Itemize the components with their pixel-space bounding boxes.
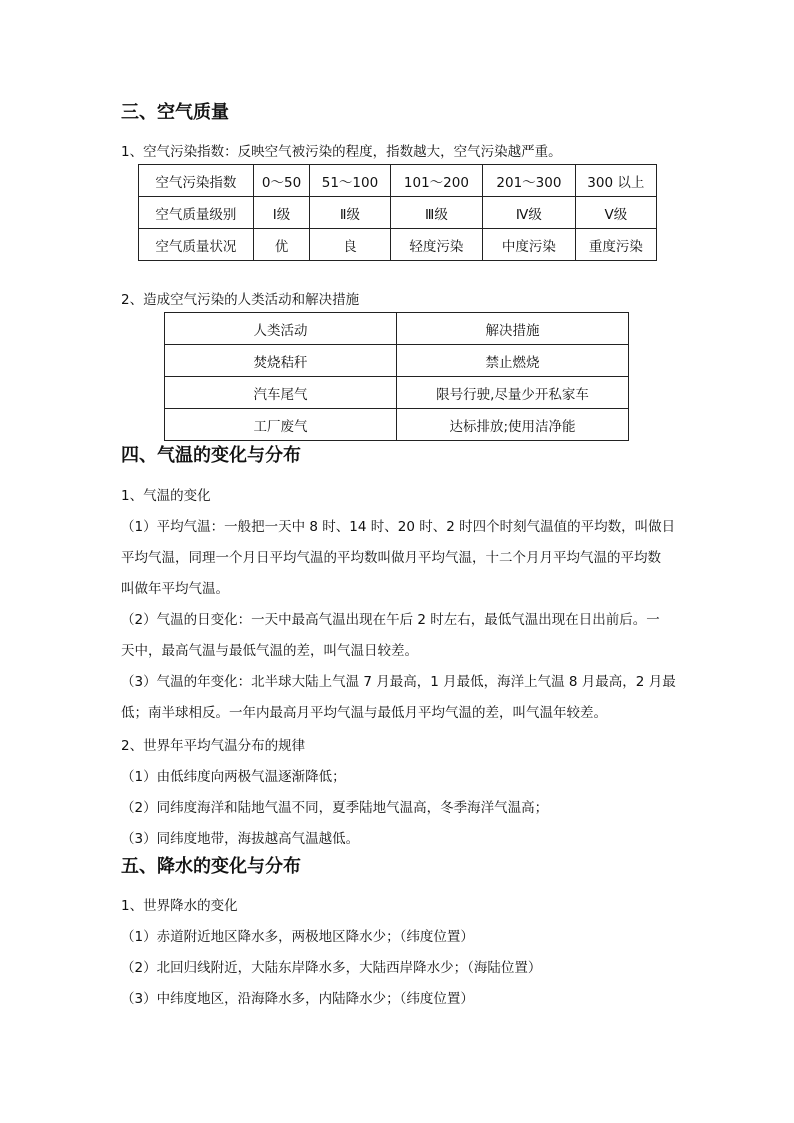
table-cell: 空气污染指数 — [139, 165, 254, 197]
text-line: 2、世界年平均气温分布的规律 — [121, 738, 306, 754]
table-cell: 201～300 — [483, 165, 575, 197]
pollution-measures-table — [164, 312, 629, 441]
text-line: （3）中纬度地区，沿海降水多，内陆降水少；（纬度位置） — [121, 991, 474, 1007]
table-cell: 解决措施 — [397, 313, 629, 345]
text-line: （1）由低纬度向两极气温逐渐降低； — [121, 769, 346, 785]
table-cell: Ⅳ级 — [483, 197, 575, 229]
table-row — [165, 345, 629, 377]
text-line: （3）气温的年变化：北半球大陆上气温 7 月最高，1 月最低，海洋上气温 8 月最高，2 月最 — [121, 674, 676, 690]
table-cell: 人类活动 — [165, 313, 397, 345]
paragraph-pollution-index: 1、空气污染指数：反映空气被污染的程度，指数越大，空气污染越严重。 — [121, 144, 562, 160]
table-row — [165, 313, 629, 345]
section-heading-temperature: 四、气温的变化与分布 — [121, 445, 301, 466]
table-cell: 0～50 — [253, 165, 309, 197]
table-row — [165, 409, 629, 441]
table-cell: 中度污染 — [483, 229, 575, 261]
table-row — [139, 165, 657, 197]
table-row — [139, 197, 657, 229]
table-cell: 空气质量级别 — [139, 197, 254, 229]
text-line: （1）赤道附近地区降水多，两极地区降水少；（纬度位置） — [121, 929, 474, 945]
table-cell: 焚烧秸秆 — [165, 345, 397, 377]
table-cell: 轻度污染 — [390, 229, 482, 261]
table-cell: Ⅴ级 — [575, 197, 656, 229]
paragraph-human-activities: 2、造成空气污染的人类活动和解决措施 — [121, 292, 360, 308]
table-row — [139, 229, 657, 261]
text-line: （2）北回归线附近，大陆东岸降水多，大陆西岸降水少；（海陆位置） — [121, 960, 542, 976]
table-cell: 汽车尾气 — [165, 377, 397, 409]
text-line: 叫做年平均气温。 — [121, 581, 229, 597]
text-line: （2）气温的日变化：一天中最高气温出现在午后 2 时左右，最低气温出现在日出前后。一 — [121, 612, 660, 628]
text-line: （1）平均气温：一般把一天中 8 时、14 时、20 时、2 时四个时刻气温值的平均数，叫做日 — [121, 519, 676, 535]
section-heading-precipitation: 五、降水的变化与分布 — [121, 856, 301, 877]
table-cell: 空气质量状况 — [139, 229, 254, 261]
table-cell: 101～200 — [390, 165, 482, 197]
text-line: （2）同纬度海洋和陆地气温不同，夏季陆地气温高，冬季海洋气温高； — [121, 800, 549, 816]
section-heading-air-quality: 三、空气质量 — [121, 102, 229, 123]
text-line: （3）同纬度地带，海拔越高气温越低。 — [121, 831, 360, 847]
table-cell: 优 — [253, 229, 309, 261]
table-cell: 300 以上 — [575, 165, 656, 197]
table-cell: 达标排放;使用洁净能 — [397, 409, 629, 441]
text-line: 平均气温，同理一个月日平均气温的平均数叫做月平均气温，十二个月月平均气温的平均数 — [121, 550, 661, 566]
table-row — [165, 377, 629, 409]
table-cell: 51～100 — [310, 165, 390, 197]
table-cell: 工厂废气 — [165, 409, 397, 441]
table-cell: Ⅱ级 — [310, 197, 390, 229]
text-line: 1、气温的变化 — [121, 488, 211, 504]
table-cell: Ⅲ级 — [390, 197, 482, 229]
table-cell: 良 — [310, 229, 390, 261]
table-cell: 禁止燃烧 — [397, 345, 629, 377]
table-cell: 限号行驶,尽量少开私家车 — [397, 377, 629, 409]
text-line: 天中，最高气温与最低气温的差，叫气温日较差。 — [121, 643, 418, 659]
table-cell: 重度污染 — [575, 229, 656, 261]
text-line: 低；南半球相反。一年内最高月平均气温与最低月平均气温的差，叫气温年较差。 — [121, 705, 607, 721]
table-cell: Ⅰ级 — [253, 197, 309, 229]
text-line: 1、世界降水的变化 — [121, 898, 238, 914]
air-quality-table — [138, 164, 657, 261]
